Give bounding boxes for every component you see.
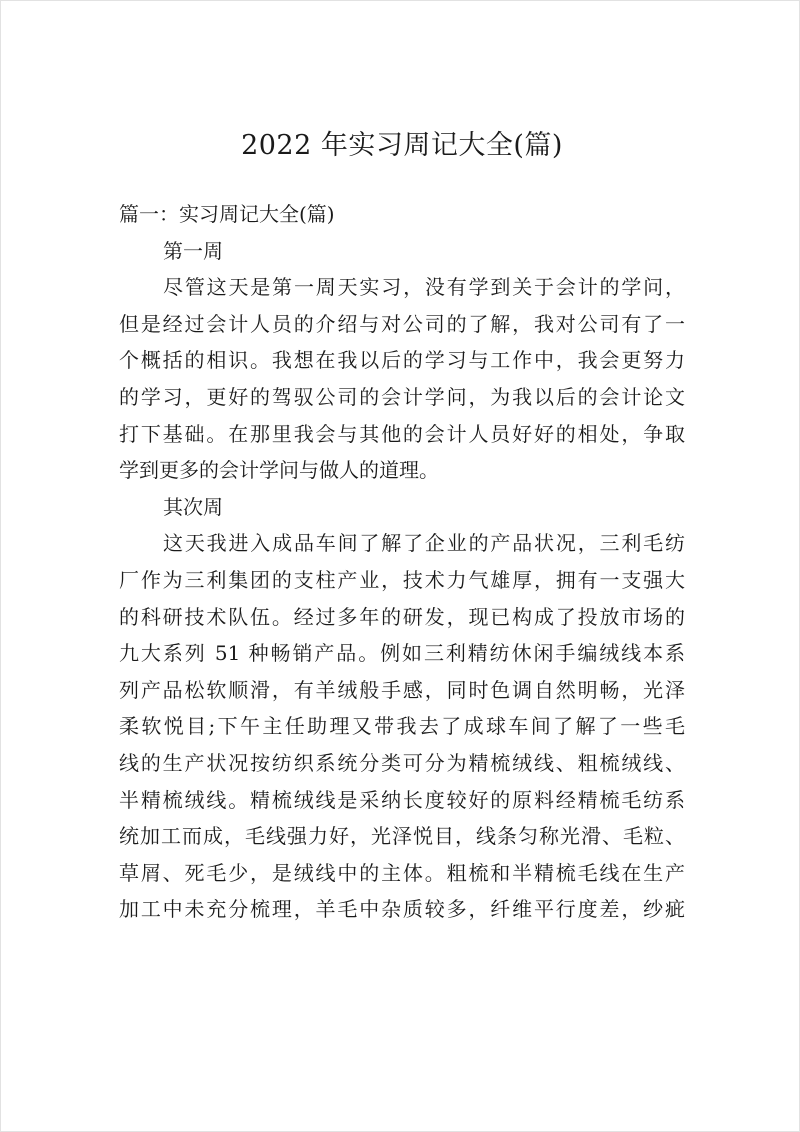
paragraph-line: 打下基础。在那里我会与其他的会计人员好好的相处，争取: [119, 421, 685, 446]
paragraph-line: 九大系列 51 种畅销产品。例如三利精纺休闲手编绒线本系: [119, 641, 685, 666]
paragraph-line: 尽管这天是第一周天实习，没有学到关于会计的学问，: [163, 275, 685, 300]
paragraph-line: 厂作为三利集团的支柱产业，技术力气雄厚，拥有一支强大: [119, 567, 685, 592]
paragraph-line: 半精梳绒线。精梳绒线是采纳长度较好的原料经精梳毛纺系: [119, 787, 685, 812]
paragraph-line: 草屑、死毛少，是绒线中的主体。粗梳和半精梳毛线在生产: [119, 860, 685, 885]
paragraph-line: 线的生产状况按纺织系统分类可分为精梳绒线、粗梳绒线、: [119, 750, 685, 775]
paragraph-line: 柔软悦目;下午主任助理又带我去了成球车间了解了一些毛: [119, 714, 685, 739]
paragraph-line: 个概括的相识。我想在我以后的学习与工作中，我会更努力: [119, 348, 685, 373]
week1-heading: 第一周: [163, 238, 223, 263]
section-heading: 篇一：实习周记大全(篇): [119, 202, 335, 226]
document-body: [119, 196, 685, 928]
paragraph-line: 的学习，更好的驾驭公司的会计学问，为我以后的会计论文: [119, 384, 685, 409]
week2-heading: 其次周: [163, 494, 223, 519]
paragraph-line: 学到更多的会计学问与做人的道理。: [119, 458, 439, 483]
paragraph-line: 的科研技术队伍。经过多年的研发，现已构成了投放市场的: [119, 604, 685, 629]
paragraph-line: 统加工而成，毛线强力好，光泽悦目，线条匀称光滑、毛粒、: [119, 824, 685, 849]
paragraph-line: 但是经过会计人员的介绍与对公司的了解，我对公司有了一: [119, 311, 685, 336]
paragraph-line: 这天我进入成品车间了解了企业的产品状况，三利毛纺: [163, 531, 685, 556]
paragraph-line: 列产品松软顺滑，有羊绒般手感，同时色调自然明畅，光泽: [119, 677, 685, 702]
paragraph-line: 加工中未充分梳理，羊毛中杂质较多，纤维平行度差，纱疵: [119, 897, 685, 922]
document-title: 2022 年实习周记大全(篇): [241, 130, 563, 161]
